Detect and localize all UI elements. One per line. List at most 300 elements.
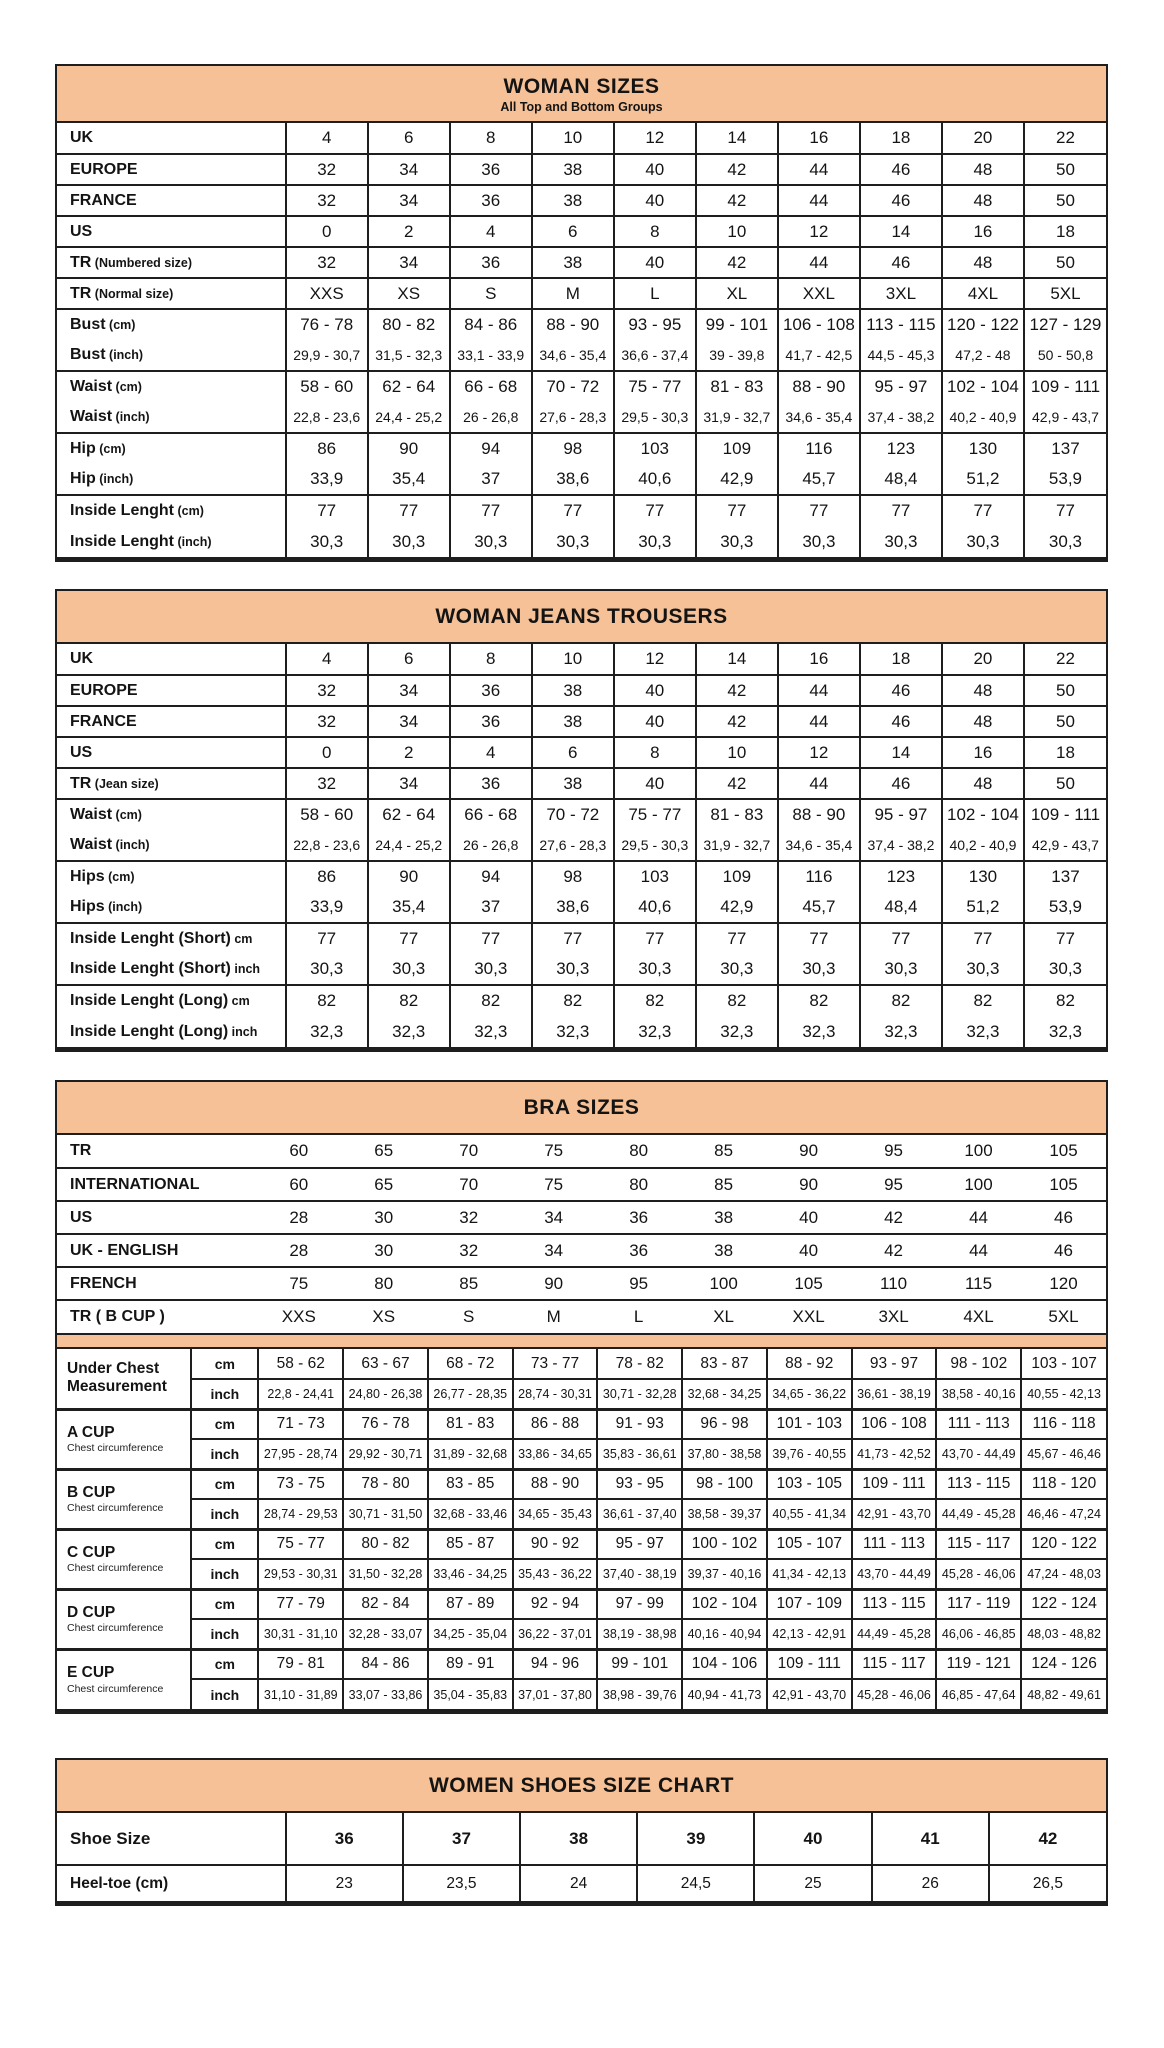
jeans-value-cell: 32,3: [860, 1016, 942, 1047]
heel-toe-value-cell: 25: [754, 1865, 871, 1901]
bra-cm-value-cell: 96 - 98: [682, 1409, 767, 1439]
woman-sizes-value-cell: 77: [450, 495, 532, 526]
bra-top-value-cell: 90: [766, 1168, 851, 1201]
jeans-value-cell: 70 - 72: [532, 799, 614, 830]
bra-inch-value-cell: 38,58 - 39,37: [682, 1499, 767, 1529]
heel-toe-value-cell: 26,5: [989, 1865, 1106, 1901]
bra-top-value-cell: 85: [426, 1267, 511, 1300]
bra-top-value-cell: 75: [256, 1267, 341, 1300]
jeans-value-cell: 109 - 111: [1024, 799, 1106, 830]
bra-inch-value-cell: 42,13 - 42,91: [767, 1619, 852, 1649]
bra-inch-value-cell: 47,24 - 48,03: [1021, 1559, 1106, 1589]
woman-sizes-row-label: Inside Lenght (inch): [70, 532, 212, 550]
woman-sizes-row-label: EUROPE: [57, 154, 286, 185]
woman-sizes-value-cell: 32: [286, 154, 368, 185]
bra-inch-value-cell: 41,34 - 42,13: [767, 1559, 852, 1589]
jeans-value-cell: 30,3: [942, 954, 1024, 985]
jeans-value-cell: 32,3: [532, 1016, 614, 1047]
woman-sizes-value-cell: 27,6 - 28,3: [532, 402, 614, 433]
woman-sizes-value-cell: 31,9 - 32,7: [696, 402, 778, 433]
bra-cm-value-cell: 93 - 95: [597, 1469, 682, 1499]
woman-sizes-value-cell: 77: [1024, 495, 1106, 526]
bra-top-value-cell: 95: [884, 1141, 904, 1160]
jeans-value-cell: 82: [1024, 985, 1106, 1016]
woman-sizes-value-cell: 34,6 - 35,4: [778, 402, 860, 433]
jeans-row: [57, 644, 1106, 675]
bra-inch-value-cell: 38,98 - 39,76: [597, 1679, 682, 1709]
woman-sizes-value-cell: 38,6: [532, 464, 614, 495]
woman-sizes-value-cell: 4: [450, 216, 532, 247]
shoes-size-header: [57, 1760, 1106, 1813]
jeans-value-cell: 77: [286, 923, 368, 954]
bra-top-value-cell: XS: [341, 1300, 426, 1333]
bra-top-value-cell: 120: [1021, 1267, 1106, 1300]
jeans-row-label: Hips (inch): [70, 898, 143, 915]
heel-toe-row-label: Heel-toe (cm): [57, 1865, 286, 1901]
bra-measure-inch-row: [57, 1379, 1106, 1409]
jeans-row-label: Inside Lenght (Long) inch: [70, 1022, 258, 1040]
bra-top-row: [57, 1267, 1106, 1300]
jeans-value-cell: 48: [942, 768, 1024, 799]
jeans-value-cell: 58 - 60: [286, 799, 368, 830]
jeans-row: [57, 923, 1106, 954]
jeans-value-cell: 8: [614, 737, 696, 768]
bra-cm-value-cell: 73 - 77: [513, 1349, 598, 1379]
woman-sizes-value-cell: 88 - 90: [778, 371, 860, 402]
woman-sizes-title: WOMAN SIZES: [503, 75, 660, 98]
jeans-value-cell: 8: [450, 644, 532, 675]
woman-sizes-value-cell: 48,4: [860, 464, 942, 495]
bra-top-value-cell: 32: [426, 1201, 511, 1234]
woman-sizes-value-cell: 26 - 26,8: [450, 402, 532, 433]
woman-sizes-value-cell: 30,3: [860, 526, 942, 557]
bra-inch-value-cell: 40,55 - 42,13: [1021, 1379, 1106, 1409]
bra-top-value-cell: S: [426, 1300, 511, 1333]
jeans-row: [57, 1016, 1106, 1047]
bra-inch-value-cell: 42,91 - 43,70: [852, 1499, 937, 1529]
woman-sizes-value-cell: 30,3: [1024, 526, 1106, 557]
woman-sizes-value-cell: 50: [1024, 154, 1106, 185]
unit-cm-label: cm: [191, 1589, 258, 1619]
jeans-value-cell: 36: [450, 768, 532, 799]
bra-inch-value-cell: 34,65 - 35,43: [513, 1499, 598, 1529]
bra-inch-value-cell: 44,49 - 45,28: [852, 1619, 937, 1649]
bra-cm-value-cell: 83 - 87: [682, 1349, 767, 1379]
jeans-value-cell: 53,9: [1024, 892, 1106, 923]
woman-sizes-value-cell: 48: [942, 185, 1024, 216]
woman-sizes-value-cell: 37: [450, 464, 532, 495]
jeans-value-cell: 22,8 - 23,6: [286, 830, 368, 861]
bra-cm-value-cell: 88 - 90: [513, 1469, 598, 1499]
bra-cm-value-cell: 94 - 96: [513, 1649, 598, 1679]
jeans-trousers-table: [55, 589, 1108, 1052]
woman-sizes-row: [57, 216, 1106, 247]
jeans-value-cell: 24,4 - 25,2: [368, 830, 450, 861]
jeans-value-cell: 30,3: [368, 954, 450, 985]
jeans-value-cell: 32,3: [696, 1016, 778, 1047]
jeans-value-cell: 77: [942, 923, 1024, 954]
woman-sizes-row-label: US: [57, 216, 286, 247]
bra-cm-value-cell: 107 - 109: [767, 1589, 852, 1619]
bra-sizes-top-grid: [57, 1135, 1106, 1333]
bra-cm-value-cell: 103 - 107: [1021, 1349, 1106, 1379]
bra-cm-value-cell: 115 - 117: [852, 1649, 937, 1679]
woman-sizes-value-cell: 77: [696, 495, 778, 526]
bra-cm-value-cell: 104 - 106: [682, 1649, 767, 1679]
jeans-value-cell: 77: [368, 923, 450, 954]
jeans-value-cell: 77: [532, 923, 614, 954]
woman-sizes-value-cell: 37,4 - 38,2: [860, 402, 942, 433]
bra-cm-value-cell: 91 - 93: [597, 1409, 682, 1439]
woman-sizes-row-label: Hip (inch): [70, 470, 134, 487]
bra-top-row-label: TR ( B CUP ): [57, 1300, 256, 1333]
unit-inch-label: inch: [191, 1619, 258, 1649]
bra-cm-value-cell: 117 - 119: [936, 1589, 1021, 1619]
jeans-value-cell: 32,3: [286, 1016, 368, 1047]
jeans-value-cell: 30,3: [614, 954, 696, 985]
jeans-value-cell: 42: [696, 675, 778, 706]
unit-cm-label: cm: [191, 1409, 258, 1439]
bra-top-row-label: UK - ENGLISH: [57, 1234, 256, 1267]
woman-sizes-value-cell: 62 - 64: [368, 371, 450, 402]
woman-sizes-row: [57, 402, 1106, 433]
bra-measure-inch-row: [57, 1559, 1106, 1589]
bra-inch-value-cell: 31,50 - 32,28: [343, 1559, 428, 1589]
bra-top-value-cell: 34: [511, 1234, 596, 1267]
jeans-value-cell: 10: [532, 644, 614, 675]
woman-sizes-value-cell: 48: [942, 154, 1024, 185]
jeans-value-cell: 95 - 97: [860, 799, 942, 830]
woman-sizes-value-cell: 30,3: [778, 526, 860, 557]
woman-sizes-value-cell: 109 - 111: [1024, 371, 1106, 402]
bra-top-value-cell: 40: [766, 1201, 851, 1234]
woman-sizes-row-label: Waist (inch): [70, 408, 150, 425]
bra-top-value-cell: 100: [964, 1141, 993, 1160]
bra-inch-value-cell: 39,76 - 40,55: [767, 1439, 852, 1469]
bra-cm-value-cell: 89 - 91: [428, 1649, 513, 1679]
bra-group-label: D CUP Chest circumference: [57, 1589, 191, 1649]
jeans-value-cell: 4: [286, 644, 368, 675]
woman-sizes-value-cell: 34,6 - 35,4: [532, 340, 614, 371]
bra-top-value-cell: 65: [341, 1168, 426, 1201]
jeans-row-label: Inside Lenght (Long) cm: [57, 985, 286, 1016]
jeans-value-cell: 32: [286, 706, 368, 737]
bra-inch-value-cell: 32,68 - 34,25: [682, 1379, 767, 1409]
jeans-value-cell: 48: [942, 675, 1024, 706]
jeans-value-cell: 36: [450, 675, 532, 706]
bra-top-value-cell: 30: [341, 1234, 426, 1267]
woman-sizes-row-label: Inside Lenght (cm): [57, 495, 286, 526]
jeans-value-cell: 32,3: [1024, 1016, 1106, 1047]
jeans-value-cell: 26 - 26,8: [450, 830, 532, 861]
woman-sizes-value-cell: 20: [942, 123, 1024, 154]
woman-sizes-value-cell: 38: [532, 185, 614, 216]
jeans-value-cell: 46: [860, 675, 942, 706]
woman-sizes-value-cell: 95 - 97: [860, 371, 942, 402]
bra-top-value-cell: 70: [459, 1141, 479, 1160]
bra-top-value-cell: 95: [596, 1267, 681, 1300]
woman-sizes-value-cell: 88 - 90: [532, 309, 614, 340]
bra-measure-cm-row: [57, 1409, 1106, 1439]
jeans-value-cell: 42,9 - 43,7: [1024, 830, 1106, 861]
jeans-value-cell: 12: [778, 737, 860, 768]
woman-sizes-value-cell: 36: [450, 247, 532, 278]
woman-sizes-value-cell: 42,9 - 43,7: [1024, 402, 1106, 433]
woman-sizes-value-cell: 127 - 129: [1024, 309, 1106, 340]
unit-cm-label: cm: [191, 1649, 258, 1679]
woman-sizes-value-cell: 77: [860, 495, 942, 526]
jeans-value-cell: 82: [532, 985, 614, 1016]
jeans-value-cell: 40,6: [614, 892, 696, 923]
bra-inch-value-cell: 24,80 - 26,38: [343, 1379, 428, 1409]
woman-sizes-value-cell: 77: [286, 495, 368, 526]
woman-sizes-value-cell: 0: [286, 216, 368, 247]
bra-top-value-cell: XXL: [766, 1300, 851, 1333]
bra-inch-value-cell: 48,03 - 48,82: [1021, 1619, 1106, 1649]
woman-sizes-value-cell: 77: [532, 495, 614, 526]
bra-top-value-cell: 30: [341, 1201, 426, 1234]
unit-inch-label: inch: [191, 1559, 258, 1589]
woman-sizes-value-cell: 77: [778, 495, 860, 526]
woman-sizes-row-label: UK: [70, 129, 94, 146]
bra-inch-value-cell: 45,67 - 46,46: [1021, 1439, 1106, 1469]
bra-cm-value-cell: 78 - 80: [343, 1469, 428, 1499]
woman-sizes-value-cell: 31,5 - 32,3: [368, 340, 450, 371]
woman-sizes-value-cell: 123: [860, 433, 942, 464]
shoes-size-table: [55, 1758, 1108, 1906]
bra-cm-value-cell: 87 - 89: [428, 1589, 513, 1619]
jeans-value-cell: 81 - 83: [696, 799, 778, 830]
woman-sizes-value-cell: 40,6: [614, 464, 696, 495]
woman-sizes-value-cell: 47,2 - 48: [942, 340, 1024, 371]
woman-sizes-value-cell: 86: [286, 433, 368, 464]
jeans-trousers-title: WOMAN JEANS TROUSERS: [435, 605, 728, 628]
bra-inch-value-cell: 34,25 - 35,04: [428, 1619, 513, 1649]
jeans-value-cell: 32,3: [368, 1016, 450, 1047]
bra-inch-value-cell: 35,04 - 35,83: [428, 1679, 513, 1709]
woman-sizes-value-cell: 30,3: [450, 526, 532, 557]
jeans-value-cell: 116: [778, 861, 860, 892]
woman-sizes-value-cell: 12: [778, 216, 860, 247]
bra-inch-value-cell: 45,28 - 46,06: [852, 1679, 937, 1709]
jeans-value-cell: 82: [286, 985, 368, 1016]
woman-sizes-value-cell: 66 - 68: [450, 371, 532, 402]
bra-top-value-cell: 75: [511, 1168, 596, 1201]
unit-inch-label: inch: [191, 1679, 258, 1709]
woman-sizes-value-cell: 34: [368, 247, 450, 278]
bra-cm-value-cell: 120 - 122: [1021, 1529, 1106, 1559]
jeans-value-cell: 6: [368, 644, 450, 675]
bra-sizes-title: BRA SIZES: [523, 1096, 640, 1119]
jeans-value-cell: 77: [614, 923, 696, 954]
bra-group-label: C CUP Chest circumference: [57, 1529, 191, 1589]
jeans-row: [57, 985, 1106, 1016]
jeans-trousers-grid: [57, 644, 1106, 1047]
jeans-value-cell: 77: [696, 923, 778, 954]
bra-top-value-cell: 34: [511, 1201, 596, 1234]
jeans-value-cell: 38,6: [532, 892, 614, 923]
jeans-row: [57, 799, 1106, 830]
woman-sizes-row: [57, 371, 1106, 402]
heel-toe-value-cell: 24: [520, 1865, 637, 1901]
jeans-row-label: EUROPE: [57, 675, 286, 706]
jeans-row: [57, 675, 1106, 706]
shoe-size-value-cell: 39: [637, 1813, 754, 1865]
jeans-value-cell: 62 - 64: [368, 799, 450, 830]
bra-inch-value-cell: 32,28 - 33,07: [343, 1619, 428, 1649]
jeans-value-cell: 31,9 - 32,7: [696, 830, 778, 861]
bra-cm-value-cell: 101 - 103: [767, 1409, 852, 1439]
bra-top-value-cell: XXS: [256, 1300, 341, 1333]
woman-sizes-value-cell: 137: [1024, 433, 1106, 464]
bra-cm-value-cell: 109 - 111: [852, 1469, 937, 1499]
jeans-value-cell: 90: [368, 861, 450, 892]
woman-sizes-value-cell: 32: [286, 247, 368, 278]
jeans-value-cell: 123: [860, 861, 942, 892]
woman-sizes-row: [57, 433, 1106, 464]
jeans-value-cell: 82: [614, 985, 696, 1016]
bra-inch-value-cell: 45,28 - 46,06: [936, 1559, 1021, 1589]
bra-measure-cm-row: [57, 1529, 1106, 1559]
jeans-value-cell: 40: [614, 706, 696, 737]
woman-sizes-value-cell: 51,2: [942, 464, 1024, 495]
bra-group-label: E CUP Chest circumference: [57, 1649, 191, 1709]
woman-sizes-value-cell: 30,3: [286, 526, 368, 557]
bra-inch-value-cell: 30,31 - 31,10: [258, 1619, 343, 1649]
woman-sizes-value-cell: 76 - 78: [286, 309, 368, 340]
bra-measure-cm-row: [57, 1589, 1106, 1619]
jeans-value-cell: 50: [1024, 706, 1106, 737]
woman-sizes-value-cell: 42: [696, 154, 778, 185]
jeans-value-cell: 44: [778, 768, 860, 799]
bra-cm-value-cell: 81 - 83: [428, 1409, 513, 1439]
bra-top-value-cell: 60: [289, 1141, 309, 1160]
bra-measure-inch-row: [57, 1499, 1106, 1529]
woman-sizes-row: [57, 495, 1106, 526]
woman-sizes-value-cell: 94: [450, 433, 532, 464]
jeans-value-cell: 82: [450, 985, 532, 1016]
bra-inch-value-cell: 48,82 - 49,61: [1021, 1679, 1106, 1709]
bra-inch-value-cell: 31,10 - 31,89: [258, 1679, 343, 1709]
jeans-row: [57, 706, 1106, 737]
bra-cm-value-cell: 97 - 99: [597, 1589, 682, 1619]
jeans-value-cell: 82: [860, 985, 942, 1016]
woman-sizes-row-label: FRANCE: [57, 185, 286, 216]
bra-inch-value-cell: 28,74 - 30,31: [513, 1379, 598, 1409]
woman-sizes-row: [57, 309, 1106, 340]
bra-top-value-cell: 46: [1021, 1201, 1106, 1234]
jeans-value-cell: 77: [450, 923, 532, 954]
bra-inch-value-cell: 36,61 - 37,40: [597, 1499, 682, 1529]
bra-cm-value-cell: 118 - 120: [1021, 1469, 1106, 1499]
woman-sizes-value-cell: 30,3: [532, 526, 614, 557]
jeans-value-cell: 38: [532, 768, 614, 799]
bra-top-value-cell: 80: [629, 1141, 649, 1160]
bra-top-value-cell: 105: [1021, 1168, 1106, 1201]
bra-group-label: Under Chest Measurement: [67, 1360, 167, 1396]
bra-top-value-cell: 100: [936, 1168, 1021, 1201]
bra-cm-value-cell: 99 - 101: [597, 1649, 682, 1679]
woman-sizes-value-cell: 4XL: [942, 278, 1024, 309]
bra-cm-value-cell: 111 - 113: [936, 1409, 1021, 1439]
jeans-value-cell: 10: [696, 737, 778, 768]
jeans-value-cell: 38: [532, 675, 614, 706]
bra-top-value-cell: 4XL: [936, 1300, 1021, 1333]
jeans-value-cell: 42,9: [696, 892, 778, 923]
woman-sizes-value-cell: XXS: [286, 278, 368, 309]
woman-sizes-value-cell: 24,4 - 25,2: [368, 402, 450, 433]
woman-sizes-value-cell: XS: [368, 278, 450, 309]
woman-sizes-value-cell: 130: [942, 433, 1024, 464]
bra-cm-value-cell: 85 - 87: [428, 1529, 513, 1559]
jeans-value-cell: 40,2 - 40,9: [942, 830, 1024, 861]
shoes-size-grid: [57, 1813, 1106, 1901]
jeans-value-cell: 44: [778, 706, 860, 737]
woman-sizes-value-cell: 40: [614, 185, 696, 216]
woman-sizes-value-cell: 84 - 86: [450, 309, 532, 340]
bra-inch-value-cell: 31,89 - 32,68: [428, 1439, 513, 1469]
bra-inch-value-cell: 37,01 - 37,80: [513, 1679, 598, 1709]
woman-sizes-value-cell: 99 - 101: [696, 309, 778, 340]
jeans-value-cell: 137: [1024, 861, 1106, 892]
bra-inch-value-cell: 22,8 - 24,41: [258, 1379, 343, 1409]
jeans-value-cell: 14: [696, 644, 778, 675]
woman-sizes-value-cell: 29,5 - 30,3: [614, 402, 696, 433]
bra-top-value-cell: 115: [936, 1267, 1021, 1300]
jeans-row: [57, 954, 1106, 985]
bra-cm-value-cell: 63 - 67: [343, 1349, 428, 1379]
bra-top-value-cell: 28: [256, 1201, 341, 1234]
bra-cm-value-cell: 119 - 121: [936, 1649, 1021, 1679]
jeans-value-cell: 38: [532, 706, 614, 737]
woman-sizes-row: [57, 247, 1106, 278]
unit-cm-label: cm: [191, 1469, 258, 1499]
bra-top-value-cell: 38: [681, 1201, 766, 1234]
bra-measurement-grid: [57, 1349, 1106, 1709]
woman-sizes-value-cell: 36,6 - 37,4: [614, 340, 696, 371]
bra-top-value-cell: 75: [544, 1141, 564, 1160]
jeans-value-cell: 48: [942, 706, 1024, 737]
bra-cm-value-cell: 73 - 75: [258, 1469, 343, 1499]
jeans-value-cell: 2: [368, 737, 450, 768]
jeans-value-cell: 98: [532, 861, 614, 892]
bra-top-value-cell: 28: [256, 1234, 341, 1267]
bra-top-row-label: TR: [70, 1142, 92, 1159]
bra-top-value-cell: 90: [799, 1141, 819, 1160]
bra-cm-value-cell: 58 - 62: [258, 1349, 343, 1379]
bra-sizes-header: [57, 1082, 1106, 1135]
bra-top-value-cell: 65: [374, 1141, 394, 1160]
woman-sizes-value-cell: 90: [368, 433, 450, 464]
woman-sizes-value-cell: 16: [778, 123, 860, 154]
jeans-value-cell: 30,3: [778, 954, 860, 985]
woman-sizes-value-cell: 30,3: [696, 526, 778, 557]
bra-cm-value-cell: 105 - 107: [767, 1529, 852, 1559]
bra-cm-value-cell: 124 - 126: [1021, 1649, 1106, 1679]
woman-sizes-row: [57, 154, 1106, 185]
woman-sizes-value-cell: 18: [860, 123, 942, 154]
bra-cm-value-cell: 122 - 124: [1021, 1589, 1106, 1619]
heel-toe-row: [57, 1865, 1106, 1901]
bra-inch-value-cell: 38,19 - 38,98: [597, 1619, 682, 1649]
bra-inch-value-cell: 38,58 - 40,16: [936, 1379, 1021, 1409]
jeans-value-cell: 35,4: [368, 892, 450, 923]
jeans-value-cell: 32,3: [942, 1016, 1024, 1047]
jeans-row-label: Waist (inch): [70, 836, 150, 853]
bra-top-value-cell: 80: [341, 1267, 426, 1300]
bra-inch-value-cell: 30,71 - 31,50: [343, 1499, 428, 1529]
jeans-row-label: UK: [70, 650, 94, 667]
